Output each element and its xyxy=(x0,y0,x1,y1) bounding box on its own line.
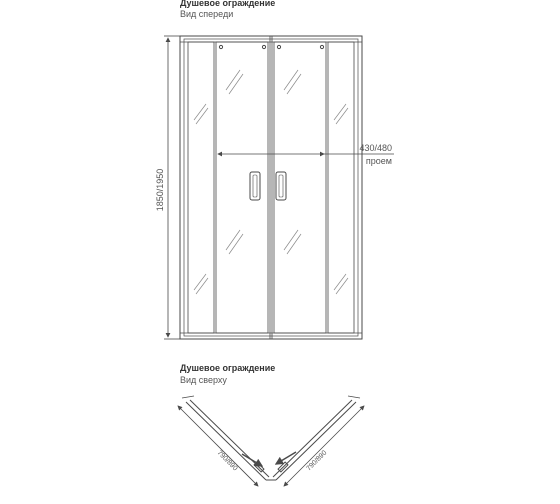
right-fixed-panel xyxy=(328,42,354,333)
right-sliding-door xyxy=(274,42,326,333)
outer-frame xyxy=(180,36,362,339)
right-side-label: 790/890 xyxy=(305,449,329,473)
roller xyxy=(219,45,222,48)
left-handle xyxy=(250,172,260,200)
top-view-title: Душевое ограждение xyxy=(180,363,276,373)
front-view-subtitle: Вид спереди xyxy=(180,9,234,19)
left-handle-inner xyxy=(253,175,257,197)
top-view-subtitle: Вид сверху xyxy=(180,375,227,385)
left-side-label: 790/890 xyxy=(215,449,239,473)
height-dimension xyxy=(164,36,180,339)
top-view-dimensions xyxy=(178,406,364,486)
opening-label: 430/480 xyxy=(359,143,392,153)
roller xyxy=(277,45,280,48)
top-view-drawing xyxy=(182,396,360,480)
glass-reflections xyxy=(194,70,348,294)
roller xyxy=(320,45,323,48)
front-view-title: Душевое ограждение xyxy=(180,0,276,8)
right-handle-inner xyxy=(279,175,283,197)
left-fixed-panel xyxy=(188,42,214,333)
front-view-drawing xyxy=(180,36,362,339)
right-handle xyxy=(276,172,286,200)
opening-caption: проем xyxy=(365,156,392,166)
inner-frame xyxy=(184,39,358,336)
roller xyxy=(262,45,265,48)
height-label: 1850/1950 xyxy=(155,168,165,212)
